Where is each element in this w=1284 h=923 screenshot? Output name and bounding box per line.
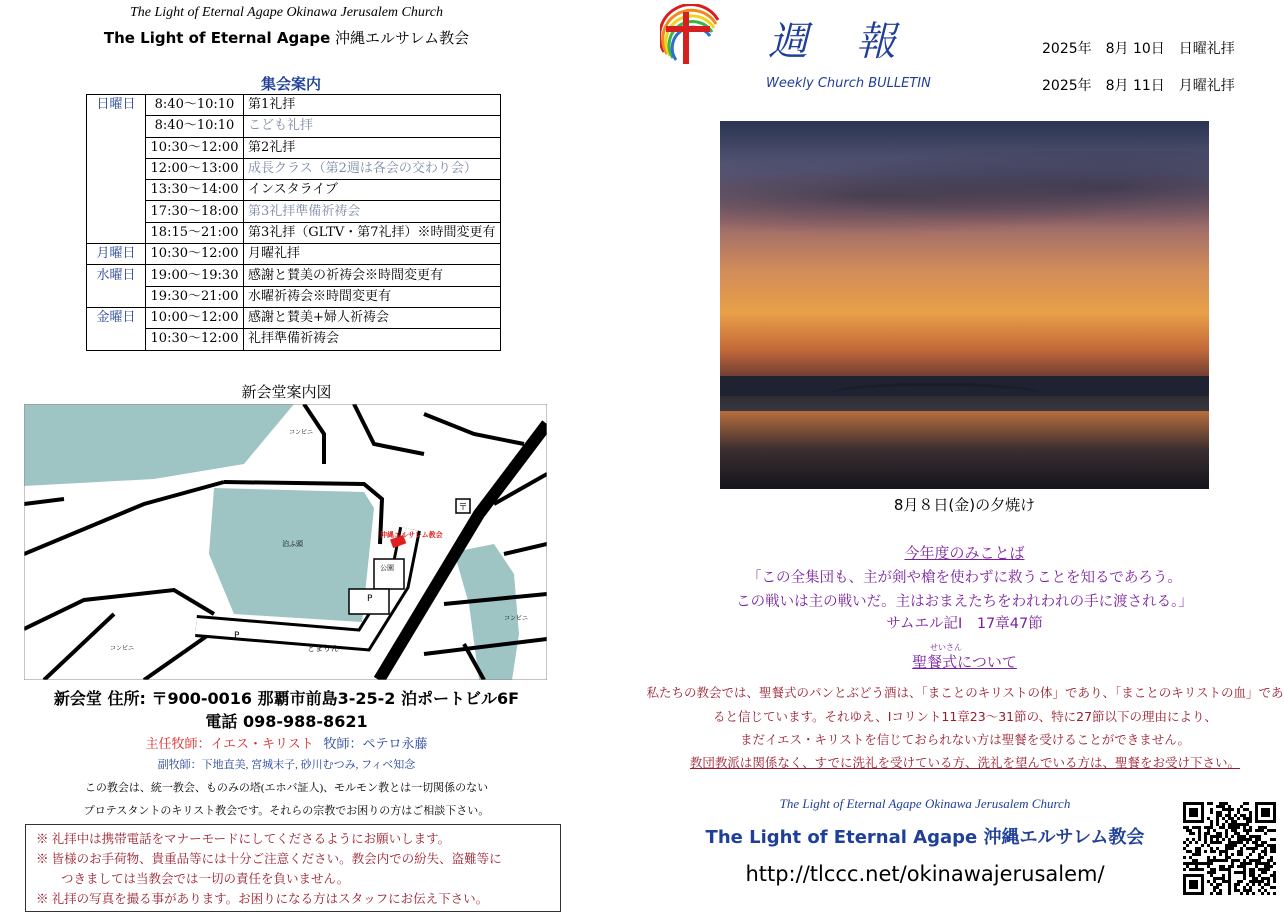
schedule-time: 19:30～21:00	[146, 286, 244, 307]
schedule-row	[87, 95, 501, 116]
communion-line-4: 教団教派は関係なく、すでに洗礼を受けている方、洗礼を望んでいる方は、聖餐をお受け下さい。	[689, 755, 1241, 770]
schedule-row	[87, 201, 501, 222]
map-parking-2: P	[367, 594, 373, 604]
schedule-time: 18:15～21:00	[146, 222, 244, 243]
head-pastor: 主任牧師：イエス・キリスト	[145, 736, 314, 751]
schedule-event: 第3礼拝（GLTV・第7礼拝）※時間変更有	[244, 222, 501, 243]
footer-subtitle: The Light of Eternal Agape Okinawa Jerusalem Church	[779, 796, 1071, 811]
church-map	[24, 404, 547, 680]
church-subtitle: The Light of Eternal Agape Okinawa Jerusalem Church	[129, 5, 444, 20]
schedule-day	[87, 116, 146, 137]
date-sunday: 2025年 8月 10日 日曜礼拝	[1042, 41, 1235, 57]
schedule-day	[87, 180, 146, 201]
photo-caption: 8月８日(金)の夕焼け	[893, 496, 1036, 514]
schedule-day	[87, 158, 146, 179]
schedule-event: 第1礼拝	[244, 95, 501, 116]
map-tomarin-label: とまりん	[307, 644, 339, 653]
bulletin-title: 週 報	[768, 19, 900, 64]
cross-rainbow-logo	[660, 4, 722, 66]
bulletin-title-en: Weekly Church BULLETIN	[766, 76, 931, 91]
schedule-event: 第3礼拝準備祈祷会	[244, 201, 501, 222]
map-parking-1: P	[234, 631, 240, 641]
schedule-time: 8:40～10:10	[146, 116, 244, 137]
schedule-event: こども礼拝	[244, 116, 501, 137]
schedule-event: 成長クラス（第2週は各会の交わり会）	[244, 158, 501, 179]
schedule-event: 感謝と賛美+婦人祈祷会	[244, 307, 501, 328]
schedule-day	[87, 137, 146, 158]
map-post: 〒	[458, 503, 468, 513]
schedule-row	[87, 329, 501, 350]
schedule-row	[87, 307, 501, 328]
schedule-day	[87, 201, 146, 222]
footer-church-name	[690, 823, 1160, 849]
schedule-row	[87, 244, 501, 265]
qr-code	[1183, 802, 1276, 895]
schedule-time: 12:00～13:00	[146, 158, 244, 179]
map-wharf-label: 泊ふ頭	[282, 540, 303, 548]
schedule-time: 17:30～18:00	[146, 201, 244, 222]
church-name	[0, 27, 573, 48]
schedule-time: 19:00～19:30	[146, 265, 244, 286]
communion-line-1: 私たちの教会では、聖餐式のパンとぶどう酒は、「まことのキリストの体」であり、「まことのキリストの血」であ	[646, 685, 1284, 700]
footer-name-jp: 沖縄エルサレム教会	[983, 827, 1145, 848]
pastor: 牧師：ペテロ永藤	[323, 736, 428, 751]
pastors	[0, 733, 573, 752]
schedule-event: 水曜祈祷会※時間変更有	[244, 286, 501, 307]
schedule-time: 10:00～12:00	[146, 307, 244, 328]
phone: 電話 098-988-8621	[205, 712, 368, 731]
schedule-time: 10:30～12:00	[146, 329, 244, 350]
schedule-time: 10:30～12:00	[146, 137, 244, 158]
map-conv-2: コンビニ	[504, 615, 529, 622]
map-title: 新会堂案内図	[241, 383, 332, 401]
schedule-time: 13:30～14:00	[146, 180, 244, 201]
map-church-label: 沖縄エルサレム教会	[380, 531, 443, 539]
verse-reference: サムエル記Ⅰ 17章47節	[886, 616, 1043, 632]
schedule-day	[87, 222, 146, 243]
assoc-pastors: 副牧師：下地直美, 宮城末子, 砂川むつみ, フィベ知念	[157, 759, 416, 771]
disclaimer-line-1: この教会は、統一教会、ものみの塔(エホバ証人)、モルモン教とは一切関係のない	[84, 782, 489, 794]
communion-line-3: まだイエス・キリストを信じておられない方は聖餐を受けることができません。	[739, 732, 1190, 747]
communion-line-2: ると信じています。それゆえ、Ⅰコリント11章23～31節の、特に27節以下の理由により、	[712, 709, 1218, 724]
schedule-row	[87, 158, 501, 179]
schedule-day: 金曜日	[87, 307, 146, 328]
disclaimer-line-2: プロテスタントのキリスト教会です。それらの宗教でお困りの方はご相談下さい。	[83, 805, 490, 817]
schedule-time: 10:30～12:00	[146, 244, 244, 265]
verse-line-2: この戦いは主の戦いだ。主はおまえたちをわれわれの手に渡される。」	[736, 594, 1193, 610]
communion-heading: 聖餐式について	[912, 653, 1017, 671]
date-monday: 2025年 8月 11日 月曜礼拝	[1042, 78, 1235, 94]
church-name-en: The Light of Eternal Agape	[103, 29, 331, 47]
map-conv-3: コンビニ	[110, 645, 135, 652]
schedule-row	[87, 116, 501, 137]
schedule-day: 日曜日	[87, 95, 146, 116]
schedule-table	[86, 94, 501, 351]
schedule-row	[87, 180, 501, 201]
verse-line-1: 「この全集団も、主が剣や槍を使わずに救うことを知るであろう。	[747, 570, 1182, 586]
verse-heading: 今年度のみことば	[904, 544, 1025, 562]
schedule-row	[87, 286, 501, 307]
notice-box	[25, 824, 561, 912]
address: 新会堂 住所: 〒900-0016 那覇市前島3-25-2 泊ポートビル6F	[53, 689, 520, 708]
schedule-row	[87, 222, 501, 243]
notice-3: つきましては当教会では一切の責任を負いません。	[36, 872, 350, 886]
notice-1: ※ 礼拝中は携帯電話をマナーモードにしてくださるようにお願いします。	[36, 832, 451, 846]
schedule-event: 感謝と賛美の祈祷会※時間変更有	[244, 265, 501, 286]
map-conv-1: コンビニ	[289, 429, 314, 436]
schedule-row	[87, 137, 501, 158]
footer-name-en: The Light of Eternal Agape	[705, 827, 978, 848]
notice-4: ※ 礼拝の写真を撮る事があります。お困りになる方はスタッフにお伝え下さい。	[36, 892, 489, 906]
church-name-jp: 沖縄エルサレム教会	[335, 29, 470, 47]
schedule-event: 礼拝準備祈祷会	[244, 329, 501, 350]
schedule-day	[87, 329, 146, 350]
schedule-row	[87, 265, 501, 286]
church-url[interactable]: http://tlccc.net/okinawajerusalem/	[745, 862, 1105, 886]
schedule-event: 第2礼拝	[244, 137, 501, 158]
schedule-event: インスタライブ	[244, 180, 501, 201]
schedule-event: 月曜礼拝	[244, 244, 501, 265]
communion-ruby: せいさん	[930, 643, 962, 652]
schedule-time: 8:40～10:10	[146, 95, 244, 116]
notice-2: ※ 皆様のお手荷物、貴重品等には十分ご注意ください。教会内での紛失、盗難等に	[36, 852, 502, 866]
sunset-photo	[720, 121, 1209, 489]
schedule-day: 水曜日	[87, 265, 146, 286]
schedule-day	[87, 286, 146, 307]
schedule-day: 月曜日	[87, 244, 146, 265]
schedule-title: 集会案内	[260, 75, 321, 93]
map-park-label: 公園	[380, 564, 394, 572]
